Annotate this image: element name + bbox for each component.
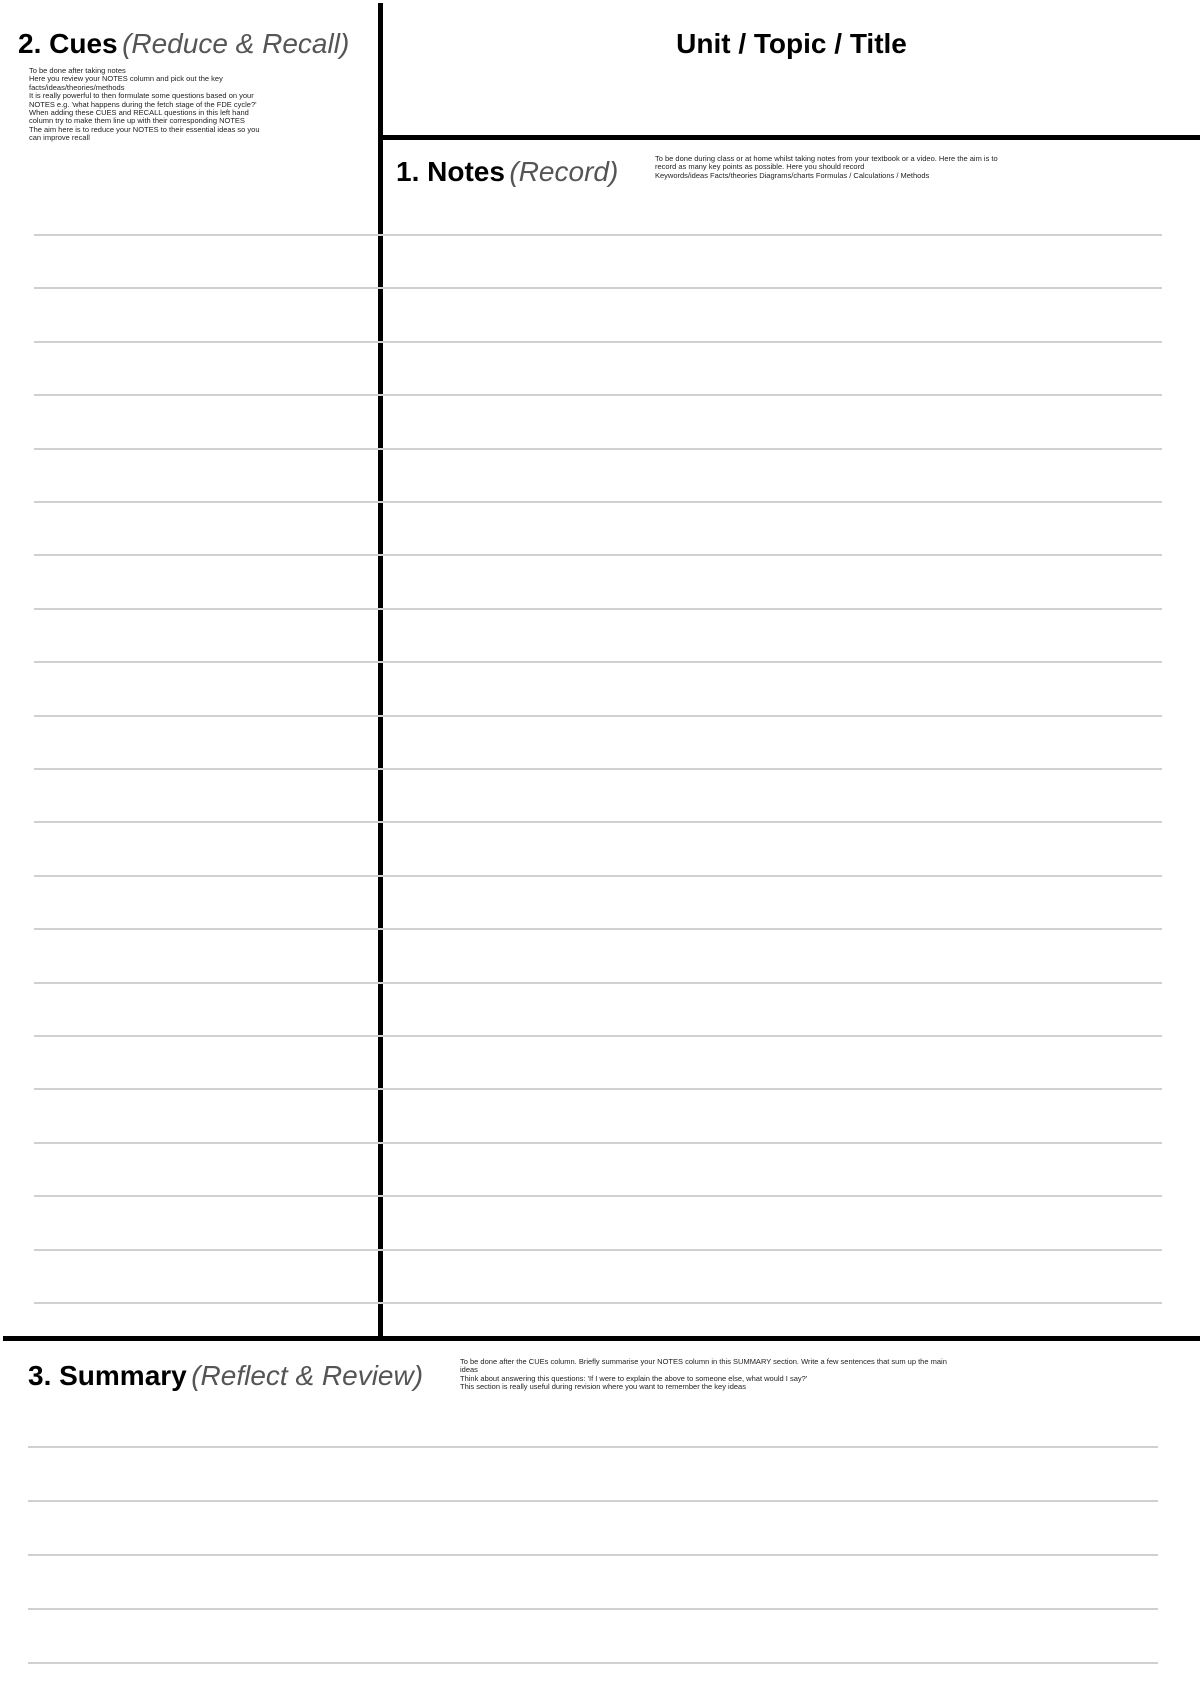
cues-heading bbox=[18, 30, 349, 58]
page-title: Unit / Topic / Title bbox=[676, 28, 907, 59]
summary-divider bbox=[3, 1336, 1200, 1341]
writing-line bbox=[34, 982, 1162, 984]
writing-line bbox=[34, 341, 1162, 343]
summary-instructions bbox=[460, 1358, 1160, 1392]
writing-line bbox=[28, 1608, 1158, 1610]
writing-line bbox=[34, 875, 1162, 877]
writing-line bbox=[34, 928, 1162, 930]
writing-line bbox=[34, 715, 1162, 717]
cues-instruction-line: NOTES e.g. 'what happens during the fetch stage of the FDE cycle?' bbox=[29, 99, 257, 109]
cues-title: 2. Cues bbox=[18, 28, 118, 59]
writing-line bbox=[28, 1500, 1158, 1502]
writing-line bbox=[28, 1554, 1158, 1556]
notes-instruction-line: record as many key points as possible. Here you should record bbox=[655, 162, 865, 172]
cues-subtitle: (Reduce & Recall) bbox=[122, 28, 350, 59]
writing-line bbox=[34, 1302, 1162, 1304]
cues-instruction-line: column try to make them line up with their corresponding NOTES bbox=[29, 116, 245, 126]
cues-instruction-line: can improve recall bbox=[29, 133, 90, 143]
cues-instruction-line: facts/ideas/theories/methods bbox=[29, 82, 125, 92]
cues-instruction-line: The aim here is to reduce your NOTES to their essential ideas so you bbox=[29, 124, 260, 134]
writing-line bbox=[34, 287, 1162, 289]
summary-heading bbox=[28, 1362, 423, 1390]
cues-notes-divider bbox=[378, 3, 383, 1340]
writing-line bbox=[34, 661, 1162, 663]
notes-heading bbox=[396, 158, 618, 186]
writing-line bbox=[34, 501, 1162, 503]
cues-instructions bbox=[29, 67, 374, 143]
summary-title: 3. Summary bbox=[28, 1360, 187, 1391]
writing-line bbox=[34, 821, 1162, 823]
summary-instruction-line: To be done after the CUEs column. Briefly summarise your NOTES column in this SUMMARY section. Write a few sentences that sum up the main bbox=[460, 1357, 947, 1366]
notes-instruction-line: Keywords/ideas Facts/theories Diagrams/charts Formulas / Calculations / Methods bbox=[655, 170, 930, 180]
writing-line bbox=[28, 1662, 1158, 1664]
notes-instructions bbox=[655, 155, 1185, 180]
writing-line bbox=[34, 768, 1162, 770]
summary-instruction-line: ideas bbox=[460, 1365, 478, 1375]
notes-instruction-line: To be done during class or at home whilst taking notes from your textbook or a video. Here the aim is to bbox=[655, 154, 998, 163]
writing-line bbox=[34, 1088, 1162, 1090]
notes-subtitle: (Record) bbox=[509, 156, 619, 187]
summary-instruction-line: This section is really useful during revision where you want to remember the key ideas bbox=[460, 1382, 746, 1392]
writing-line bbox=[34, 394, 1162, 396]
cues-instruction-line: Here you review your NOTES column and pick out the key bbox=[29, 74, 223, 84]
writing-line bbox=[34, 1142, 1162, 1144]
writing-line bbox=[34, 1195, 1162, 1197]
writing-line bbox=[34, 234, 1162, 236]
writing-line bbox=[34, 1249, 1162, 1251]
cues-instruction-line: It is really powerful to then formulate some questions based on your bbox=[29, 91, 254, 101]
summary-subtitle: (Reflect & Review) bbox=[191, 1360, 424, 1391]
title-notes-divider bbox=[383, 135, 1200, 140]
writing-line bbox=[34, 554, 1162, 556]
writing-line bbox=[28, 1446, 1158, 1448]
notes-title: 1. Notes bbox=[396, 156, 505, 187]
cues-instruction-line: To be done after taking notes bbox=[29, 66, 126, 75]
writing-line bbox=[34, 608, 1162, 610]
writing-line bbox=[34, 1035, 1162, 1037]
writing-line bbox=[34, 448, 1162, 450]
cues-instruction-line: When adding these CUES and RECALL questions in this left hand bbox=[29, 108, 249, 118]
summary-instruction-line: Think about answering this questions: 'If I were to explain the above to someone else, what would I say?' bbox=[460, 1373, 808, 1383]
